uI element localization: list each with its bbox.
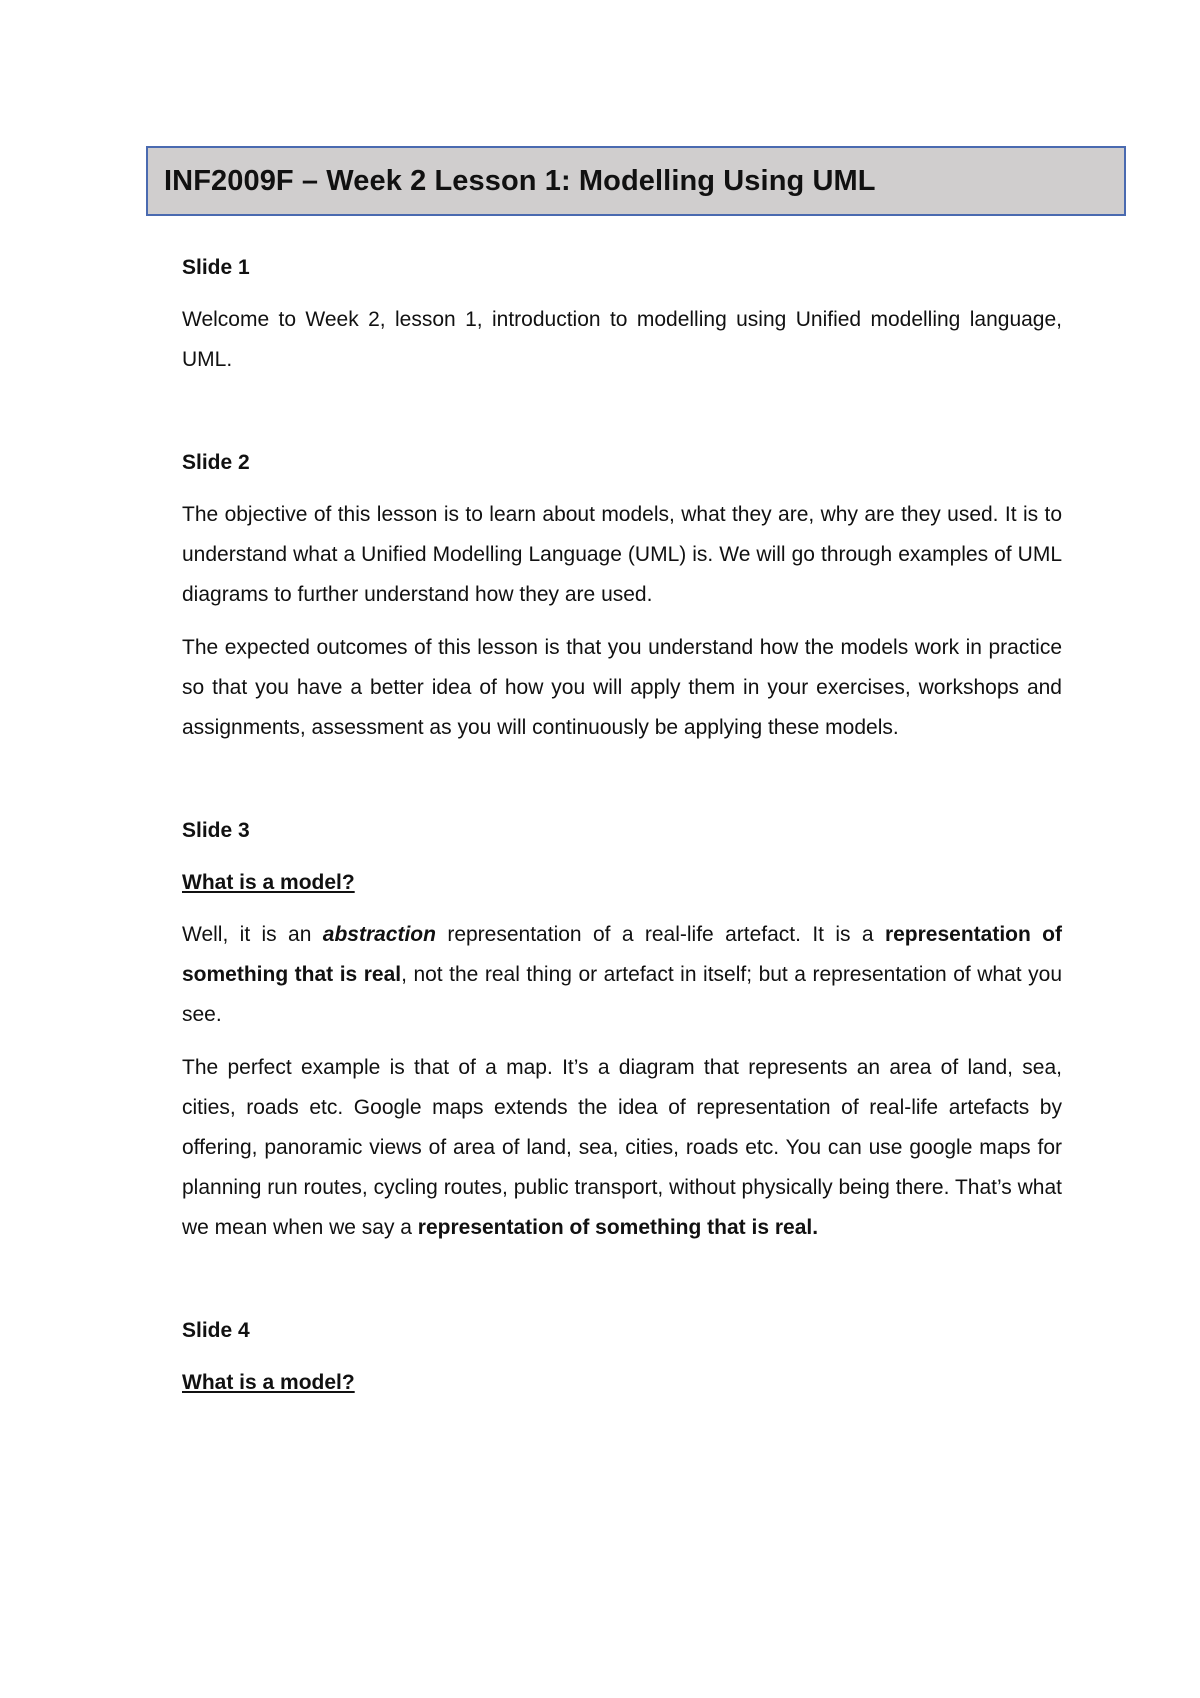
slide-1-heading: Slide 1 — [182, 256, 250, 279]
slide-2-paragraph-1: The objective of this lesson is to learn about models, what they are, why are they used. It is to understand what a Unified Modelling Language (UML) is. We will go through examples of UML diagrams to further understand how they are used. — [182, 503, 1062, 606]
title-box — [146, 146, 1126, 216]
document-title: INF2009F – Week 2 Lesson 1: Modelling Using UML — [164, 164, 876, 197]
text-run: Well, it is an — [182, 923, 323, 946]
slide-2-paragraph-2: The expected outcomes of this lesson is that you understand how the models work in practice so that you have a better idea of how you will apply them in your exercises, workshops and assignments, assessment as you will continuously be applying these models. — [182, 636, 1062, 739]
slide-3-paragraph-2 — [182, 1048, 1062, 1248]
text-run: , not the real thing or artefact in itself; but a representation of what you see. — [182, 963, 1062, 1026]
text-run: representation of a real-life artefact. It is a — [435, 923, 885, 946]
spacer — [182, 393, 1062, 443]
spacer — [182, 761, 1062, 811]
emphasis-representation: representation of something that is real — [182, 923, 1062, 986]
slide-4-heading: Slide 4 — [182, 1319, 250, 1342]
emphasis-representation-closing: representation of something that is real. — [417, 1216, 819, 1239]
slide-3-subheading: What is a model? — [182, 871, 355, 894]
slide-3-section — [182, 811, 1062, 1248]
slide-3-heading: Slide 3 — [182, 819, 250, 842]
text-run: The perfect example is that of a map. It’s a diagram that represents an area of land, sea, cities, roads etc. Google maps extends the idea of representation of real-life artefacts by offering, panoramic views of area of land, sea, cities, roads etc. You can use google maps for planning run routes, cycling routes, public transport, without physically being there. That’s what we mean when we say a — [182, 1056, 1062, 1239]
spacer — [182, 1261, 1062, 1311]
slide-3-paragraph-1 — [182, 915, 1062, 1035]
slide-4-subheading: What is a model? — [182, 1371, 355, 1394]
slide-4-section — [182, 1311, 1062, 1403]
slide-1-paragraph: Welcome to Week 2, lesson 1, introduction to modelling using Unified modelling language, UML. — [182, 308, 1062, 371]
slide-2-section — [182, 443, 1062, 748]
emphasis-abstraction: abstraction — [322, 923, 436, 946]
slide-2-heading: Slide 2 — [182, 451, 250, 474]
document-body — [182, 248, 1062, 1415]
slide-1-section — [182, 248, 1062, 380]
